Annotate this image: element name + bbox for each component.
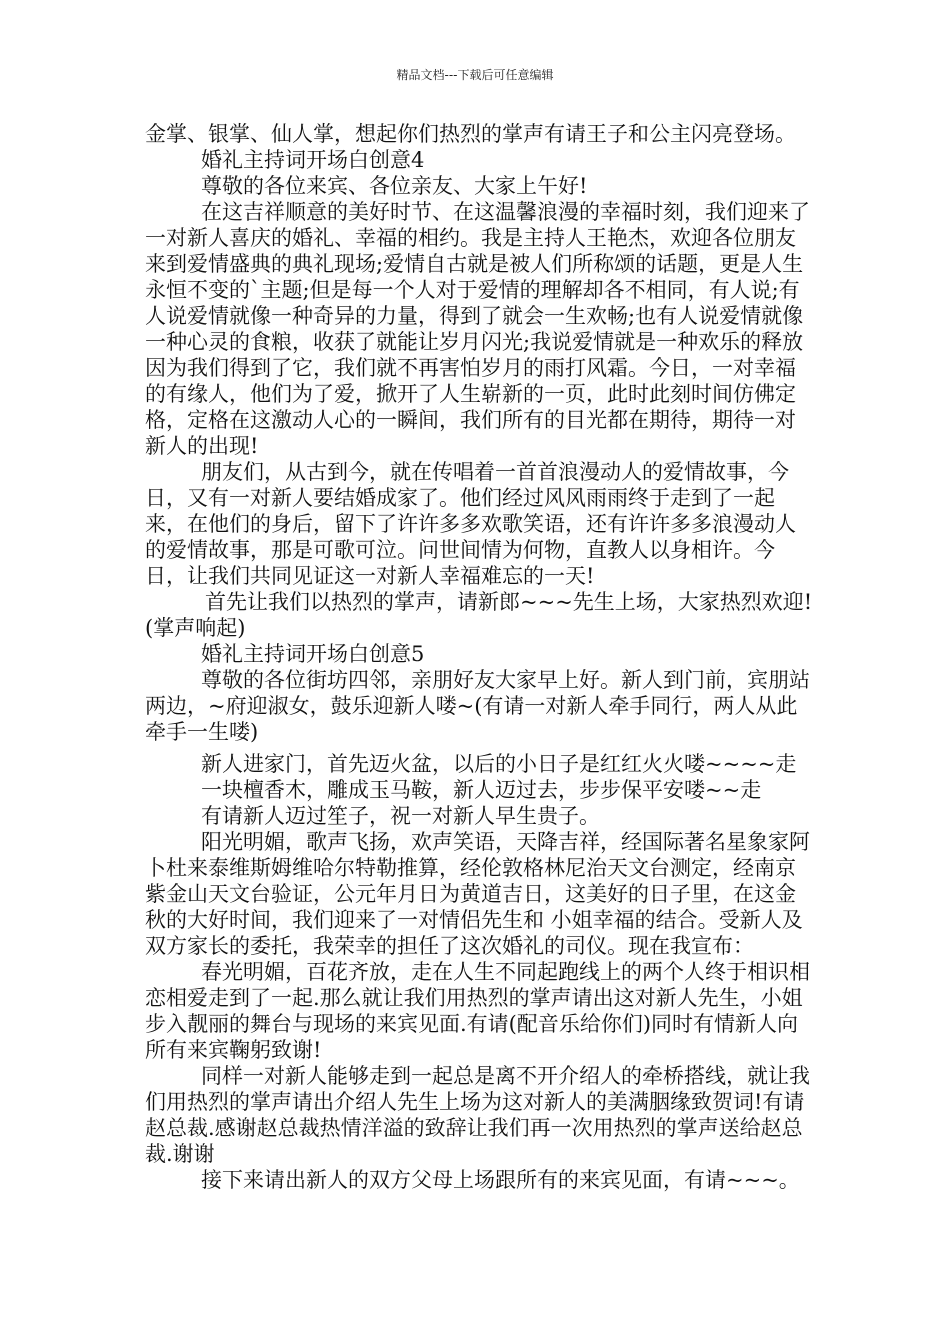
paragraph: 首先让我们以热烈的掌声，请新郎~~~先生上场，大家热烈欢迎!(掌声响起): [145, 590, 813, 640]
section-heading: 婚礼主持词开场白创意4: [201, 148, 425, 172]
paragraph: 同样一对新人能够走到一起总是离不开介绍人的牵桥搭线，就让我们用热烈的掌声请出介绍人先生上场为这对新人的美满胭缘致贺词!有请赵总裁.感谢赵总裁热情洋溢的致辞让我们再一次用热烈的掌声送给赵总裁.谢谢: [145, 1064, 810, 1166]
document-body: [145, 121, 813, 1193]
paragraph: 春光明媚，百花齐放，走在人生不同起跑线上的两个人终于相识相恋相爱走到了一起.那么就让我们用热烈的掌声请出这对新人先生，小姐步入靓丽的舞台与现场的来宾见面.有请(配音乐给你们)同时有情新人向所有来宾鞠躬致谢!: [145, 960, 810, 1062]
paragraph: 有请新人迈过笙子，祝一对新人早生贵子。: [201, 804, 600, 828]
paragraph: 一块檀香木，雕成玉马鞍，新人迈过去，步步保平安喽~~走: [201, 778, 762, 802]
paragraph: 尊敬的各位来宾、各位亲友、大家上午好!: [201, 174, 588, 198]
paragraph: 尊敬的各位街坊四邻，亲朋好友大家早上好。新人到门前，宾朋站两边，~府迎淑女，鼓乐迎新人喽~(有请一对新人牵手同行，两人从此牵手一生喽): [145, 668, 810, 744]
paragraph: 金掌、银掌、仙人掌，想起你们热烈的掌声有请王子和公主闪亮登场。: [145, 122, 796, 146]
paragraph: 阳光明媚，歌声飞扬，欢声笑语，天降吉祥，经国际著名星象家阿卜杜来泰维斯姆维哈尔特勒推算，经伦敦格林尼治天文台测定，经南京紫金山天文台验证，公元年月日为黄道吉日，这美好的日子里，在这金秋的大好时间，我们迎来了一对情侣先生和 小姐幸福的结合。受新人及双方家长的委托，我荣幸的担任了这次婚礼的司仪。现在我宣布：: [145, 830, 810, 958]
paragraph: 朋友们，从古到今，就在传唱着一首首浪漫动人的爱情故事，今日，又有一对新人要结婚成家了。他们经过风风雨雨终于走到了一起来，在他们的身后，留下了许许多多欢歌笑语，还有许许多多浪漫动人的爱情故事，那是可歌可泣。问世间情为何物，直教人以身相许。今日，让我们共同见证这一对新人幸福难忘的一天!: [145, 460, 796, 588]
paragraph: 新人进家门，首先迈火盆，以后的小日子是红红火火喽~~~~走: [201, 752, 797, 776]
page-header: 精品文档---下载后可任意编辑: [396, 68, 554, 82]
paragraph: 在这吉祥顺意的美好时节、在这温馨浪漫的幸福时刻，我们迎来了一对新人喜庆的婚礼、幸福的相约。我是主持人王艳杰，欢迎各位朋友来到爱情盛典的典礼现场;爱情自古就是被人们所称颂的话题，更是人生永恒不变的`主题;但是每一个人对于爱情的理解却各不相同，有人说;有人说爱情就像一种奇异的力量，得到了就会一生欢畅;也有人说爱情就像一种心灵的食粮，收获了就能让岁月闪光;我说爱情就是一种欢乐的释放因为我们得到了它，我们就不再害怕岁月的雨打风霜。今日，一对幸福的有缘人，他们为了爱，掀开了人生崭新的一页，此时此刻时间仿佛定格，定格在这激动人心的一瞬间，我们所有的目光都在期待，期待一对新人的出现!: [145, 200, 810, 458]
section-heading: 婚礼主持词开场白创意5: [201, 642, 425, 666]
paragraph: 接下来请出新人的双方父母上场跟所有的来宾见面，有请~~~。: [201, 1168, 800, 1192]
